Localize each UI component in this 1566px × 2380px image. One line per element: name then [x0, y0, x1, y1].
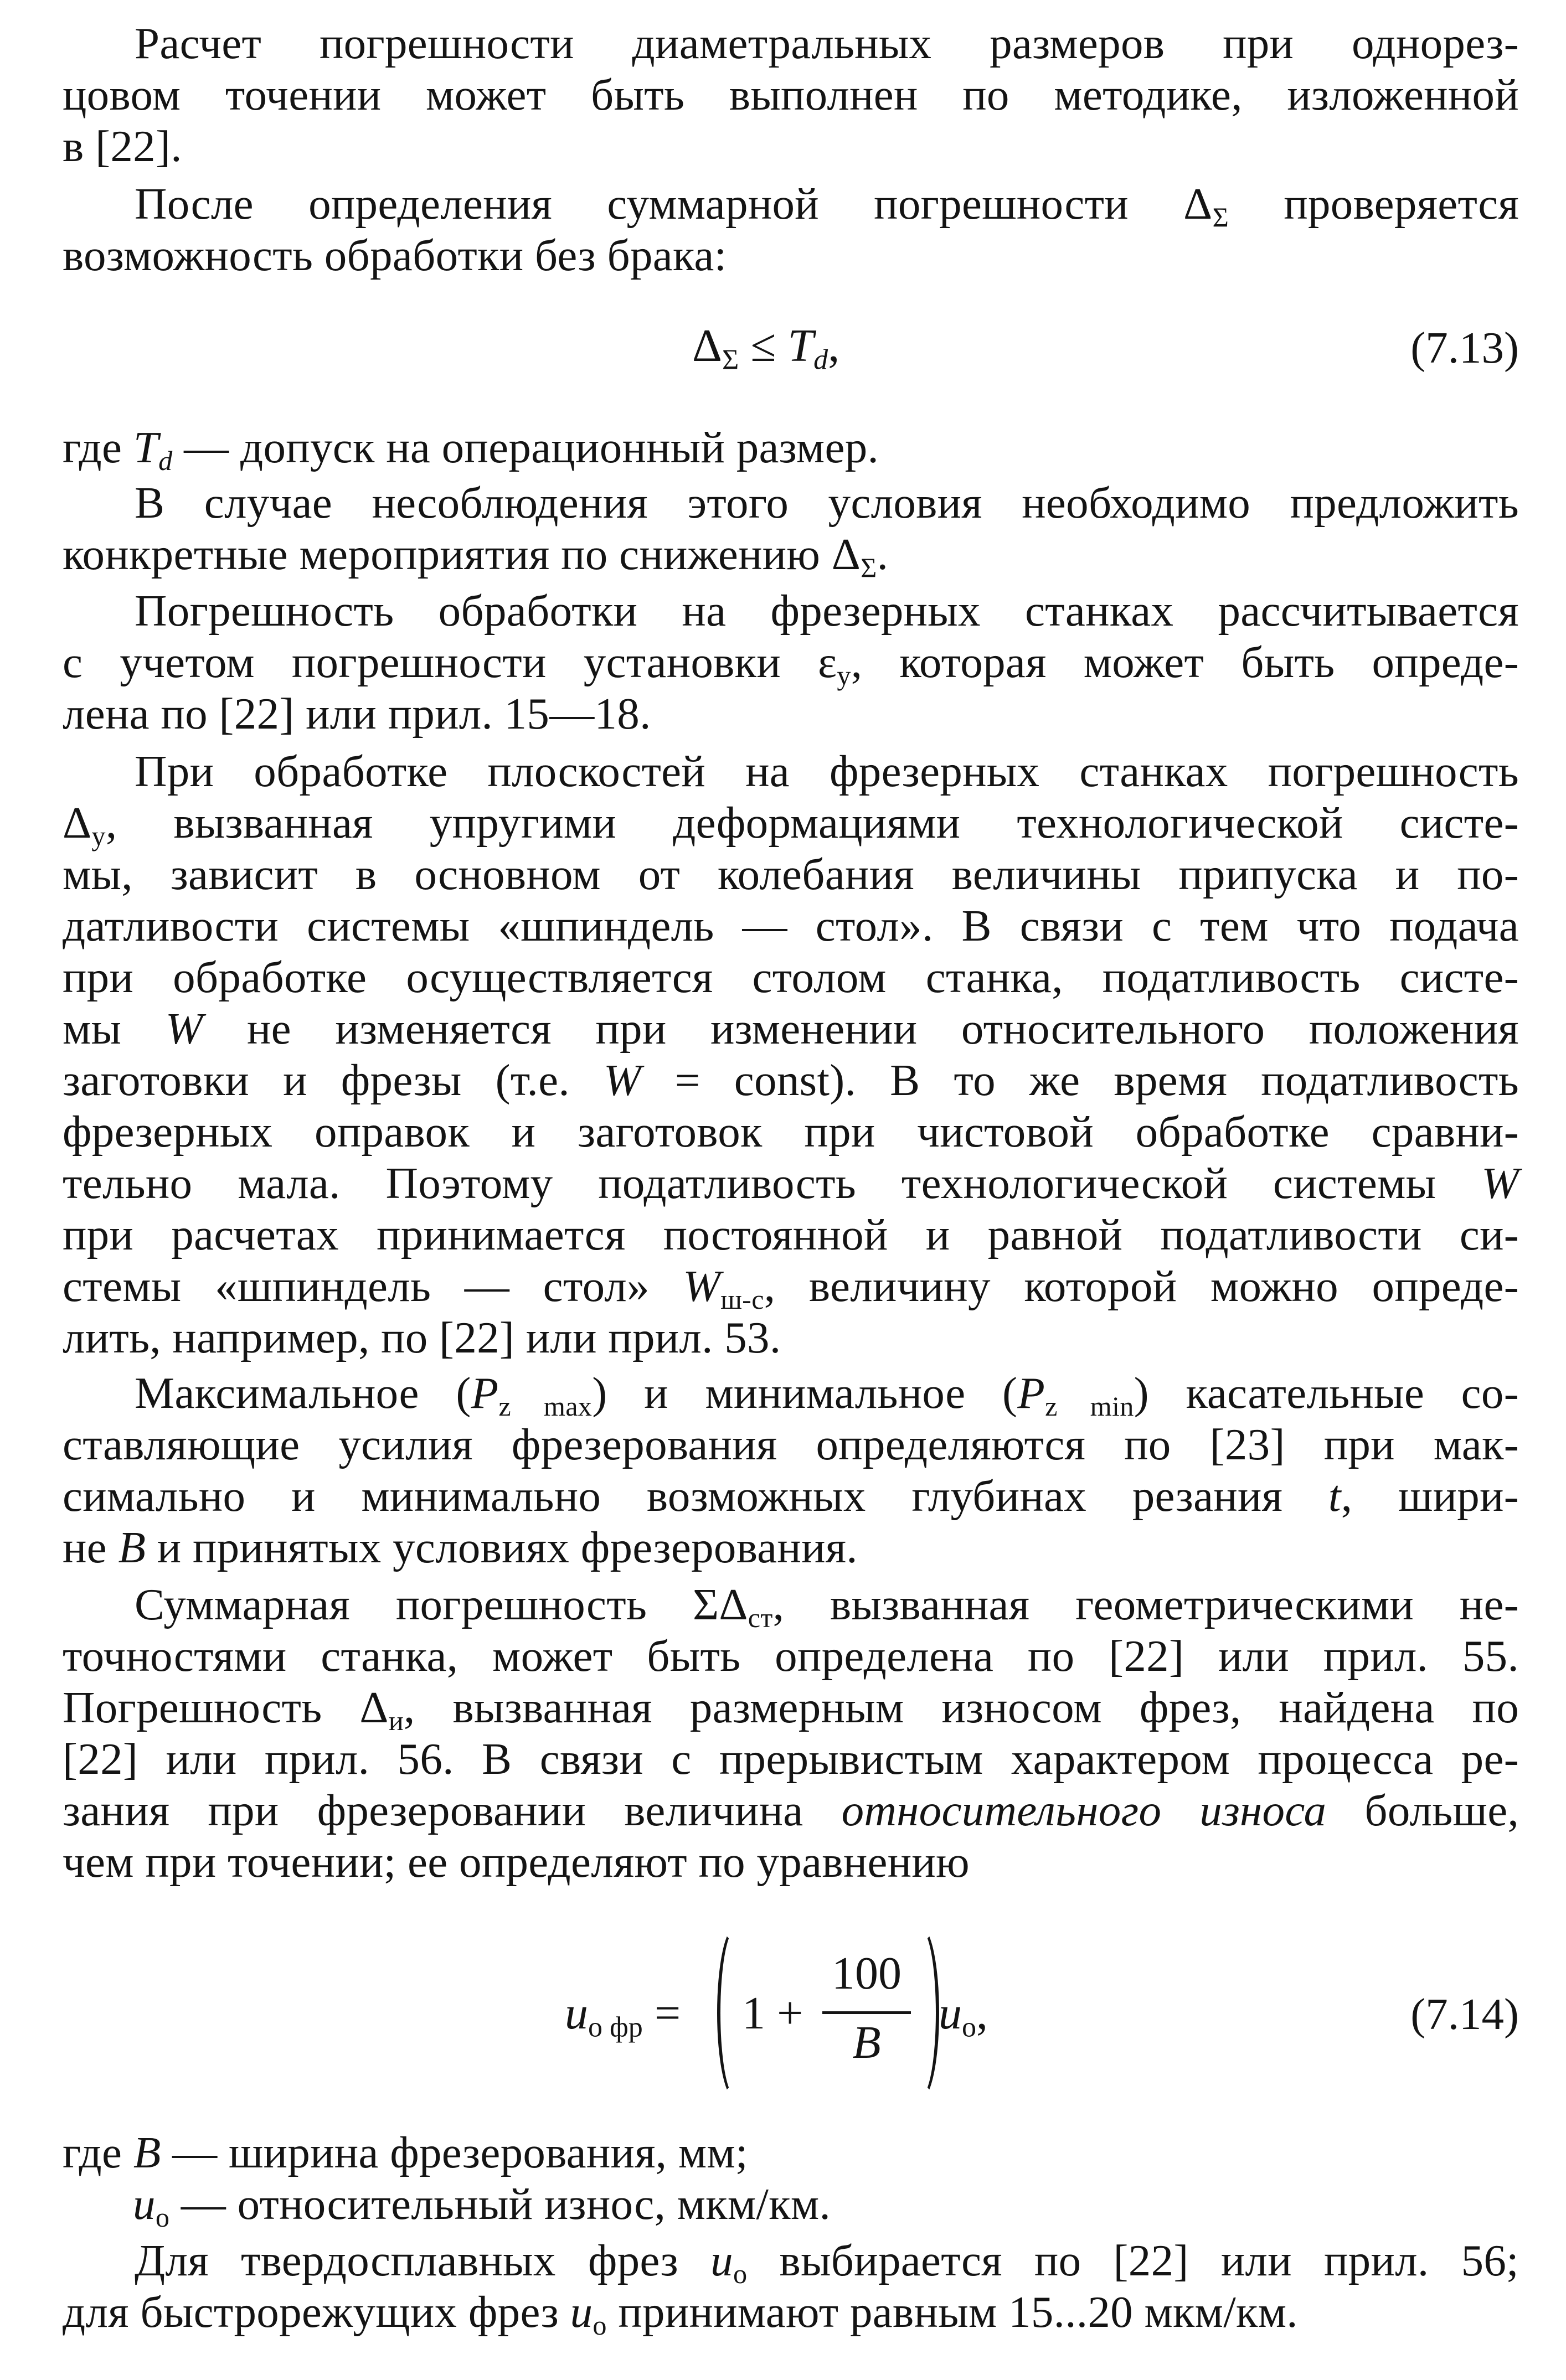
paragraph-6-line-1: Максимальное $(P_{z max})$ и минимальное $(P_{z min})$ касательные со-: [135, 1368, 1519, 1422]
paragraph-1-line-1: Расчет погрешности диаметральных размеров при однорез-: [135, 18, 1519, 68]
paragraph-5-line-5: при обработке осуществляется столом станка, податливость систе-: [63, 952, 1519, 1002]
paragraph-3-line-2: конкретные мероприятия по снижению $\Delta_\Sigma$.: [63, 529, 889, 584]
paragraph-6-line-4: не B и принятых условиях фрезерования.: [63, 1522, 858, 1572]
paragraph-5-line-2: $\Delta_у$, вызванная упругими деформациями технологической систе-: [63, 798, 1519, 852]
paragraph-1-line-3: в [22].: [63, 121, 182, 171]
fraction-denominator: B: [852, 2017, 881, 2068]
paragraph-8-line-2: для быстрорежущих фрез $u_о$ принимают равным 15...20 мкм/км.: [63, 2287, 1298, 2341]
equation-7-14-rhs: $u_о$,: [939, 1987, 988, 2043]
paragraph-5-line-1: При обработке плоскостей на фрезерных станках погрешность: [135, 746, 1519, 796]
paragraph-4-line-2: с учетом погрешности установки $\varepsilon_у$, которая может быть опреде-: [63, 637, 1519, 691]
where-b-definition: где B — ширина фрезерования, мм;: [63, 2128, 748, 2177]
paragraph-5-line-12: лить, например, по [22] или прил. 53.: [63, 1313, 781, 1362]
equation-7-14-lhs: $u_{о фр}$ =: [565, 1987, 681, 2043]
paragraph-3-line-1: В случае несоблюдения этого условия необходимо предложить: [135, 478, 1519, 528]
paragraph-8-line-1: Для твердосплавных фрез $u_о$ выбирается по [22] или прил. 56;: [135, 2236, 1519, 2290]
where-td-definition: где $T_d$ — допуск на операционный размер.: [63, 422, 879, 477]
paragraph-4-line-3: лена по [22] или прил. 15—18.: [63, 689, 651, 739]
paragraph-5-line-8: фрезерных оправок и заготовок при чистовой обработке сравни-: [63, 1107, 1519, 1157]
paragraph-5-line-9: тельно мала. Поэтому податливость технологической системы W: [63, 1158, 1519, 1208]
paragraph-2-line-2: возможность обработки без брака:: [63, 230, 727, 280]
paragraph-7-line-2: точностями станка, может быть определена по [22] или прил. 55.: [63, 1631, 1519, 1681]
equation-7-14-one-plus: 1 +: [742, 1987, 803, 2039]
paragraph-7-line-4: [22] или прил. 56. В связи с прерывистым характером процесса ре-: [63, 1734, 1519, 1784]
paragraph-6-line-2: ставляющие усилия фрезерования определяются по [23] при мак-: [63, 1419, 1519, 1469]
paragraph-5-line-7: заготовки и фрезы (т.е. W = const). В то же время податливость: [63, 1055, 1519, 1105]
paragraph-5-line-6: мы W не изменяется при изменении относительного положения: [63, 1004, 1519, 1054]
equation-number-7-14: (7.14): [1410, 1989, 1519, 2039]
equation-number-7-13: (7.13): [1410, 323, 1519, 373]
equation-7-13: $\Delta_\Sigma \le T_d$,: [692, 320, 840, 376]
paragraph-5-line-10: при расчетах принимается постоянной и равной податливости си-: [63, 1210, 1519, 1259]
paragraph-5-line-4: датливости системы «шпиндель — стол». В связи с тем что подача: [63, 901, 1519, 951]
paragraph-1-line-2: цовом точении может быть выполнен по методике, изложенной: [63, 70, 1519, 120]
fraction-numerator: 100: [832, 1948, 902, 1999]
paragraph-2-line-1: После определения суммарной погрешности $\Delta_\Sigma$ проверяется: [135, 179, 1519, 233]
fraction-bar: [822, 2011, 911, 2014]
right-parenthesis: [903, 1927, 939, 2099]
paragraph-7-line-3: Погрешность $\Delta_и$, вызванная размерным износом фрез, найдена по: [63, 1682, 1519, 1737]
paragraph-5-line-3: мы, зависит в основном от колебания величины припуска и по-: [63, 849, 1519, 899]
paragraph-4-line-1: Погрешность обработки на фрезерных станках рассчитывается: [135, 586, 1519, 636]
paragraph-6-line-3: симально и минимально возможных глубинах резания t, шири-: [63, 1471, 1519, 1521]
paragraph-5-line-11: стемы «шпиндель — стол» $W_{ш-с}$, величину которой можно опреде-: [63, 1261, 1519, 1315]
paragraph-7-line-6: чем при точении; ее определяют по уравнению: [63, 1837, 970, 1887]
paragraph-7-line-5: зания при фрезеровании величина относительного износа больше,: [63, 1785, 1519, 1835]
paragraph-7-line-1: Суммарная погрешность $\Sigma\Delta_{ст}$, вызванная геометрическими не-: [135, 1579, 1519, 1634]
where-uo-definition: $u_о$ — относительный износ, мкм/км.: [133, 2179, 831, 2233]
